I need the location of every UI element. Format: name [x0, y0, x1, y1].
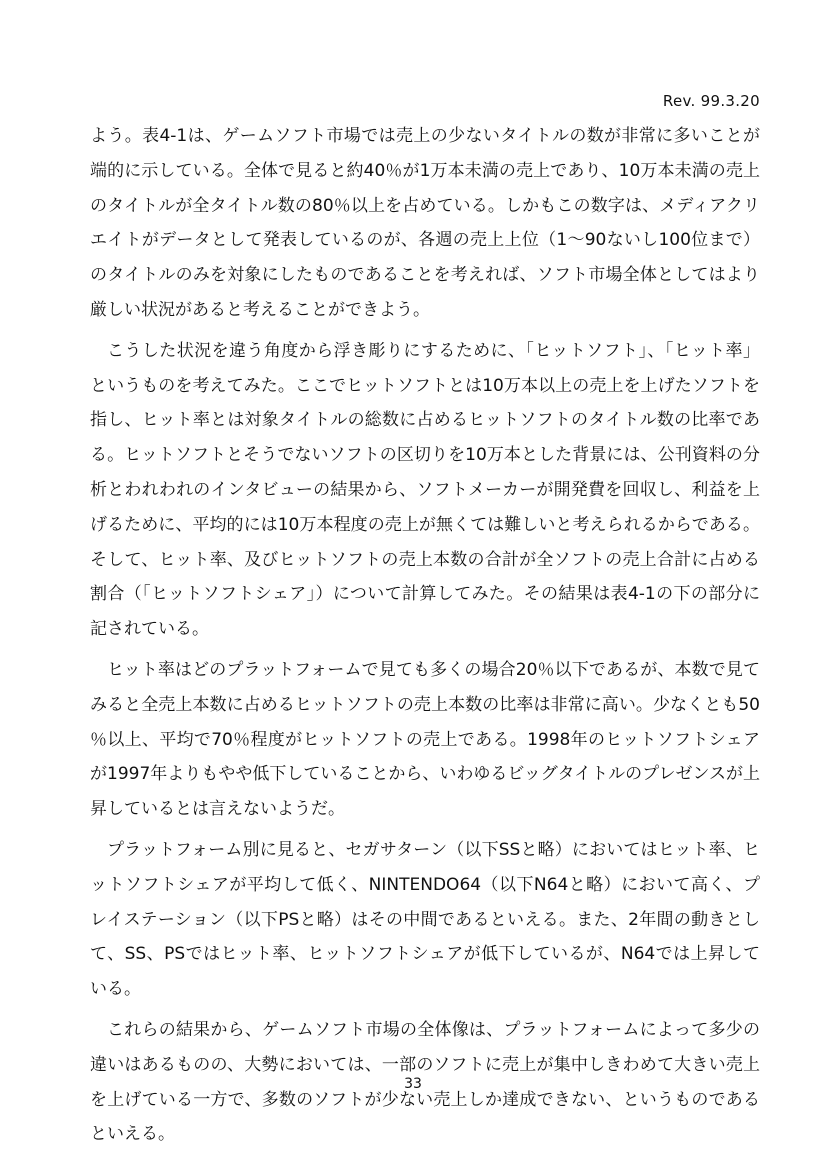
paragraph-hit-definition: こうした状況を違う角度から浮き彫りにするために、「ヒットソフト」、「ヒット率」というものを考えてみた。ここでヒットソフトとは10万本以上の売上を上げたソフトを指し、ヒット率とは対象タイトルの総数に占めるヒットソフトのタイトル数の比率である。ヒットソフトとそうでないソフトの区切りを10万本とした背景には、公刊資料の分析とわれわれのインタビューの結果から、ソフトメーカーが開発費を回収し、利益を上げるために、平均的には10万本程度の売上が無くては難しいと考えられるからである。そして、ヒット率、及びヒットソフトの売上本数の合計が全ソフトの売上合計に占める割合（「ヒットソフトシェア」）について計算してみた。その結果は表4-1の下の部分に記されている。 [90, 340, 760, 640]
paragraph-conclusion: これらの結果から、ゲームソフト市場の全体像は、プラットフォームによって多少の違いはあるものの、大勢においては、一部のソフトに売上が集中しきわめて大きい売上を上げている一方で、多数のソフトが少ない売上しか達成できない、というものであるといえる。 [90, 1019, 760, 1145]
paragraph-hit-share: ヒット率はどのプラットフォームで見ても多くの場合20％以下であるが、本数で見てみると全売上本数に占めるヒットソフトの売上本数の比率は非常に高い。少なくとも50％以上、平均で70％程度がヒットソフトの売上である。1998年のヒットソフトシェアが1997年よりもやや低下していることから、いわゆるビッグタイトルのプレゼンスが上昇しているとは言えないようだ。 [90, 659, 760, 820]
paragraph-platform-comparison: プラットフォーム別に見ると、セガサターン（以下SSと略）においてはヒット率、ヒットソフトシェアが平均して低く、NINTENDO64（以下N64と略）において高く、プレイステーション（以下PSと略）はその中間であるといえる。また、2年間の動きとして、SS、PSではヒット率、ヒットソフトシェアが低下しているが、N64では上昇している。 [90, 839, 760, 1000]
revision-label: Rev. 99.3.20 [662, 92, 760, 110]
paragraph-continuation: よう。表4-1は、ゲームソフト市場では売上の少ないタイトルの数が非常に多いことが端的に示している。全体で見ると約40％が1万本未満の売上であり、10万本未満の売上のタイトルが全タイトル数の80％以上を占めている。しかもこの数字は、メディアクリエイトがデータとして発表しているのが、各週の売上上位（1〜90ないし100位まで）のタイトルのみを対象にしたものであることを考えれば、ソフト市場全体としてはより厳しい状況があると考えることができよう。 [90, 126, 760, 320]
document-body [90, 119, 760, 1158]
page-number: 33 [404, 1076, 422, 1092]
